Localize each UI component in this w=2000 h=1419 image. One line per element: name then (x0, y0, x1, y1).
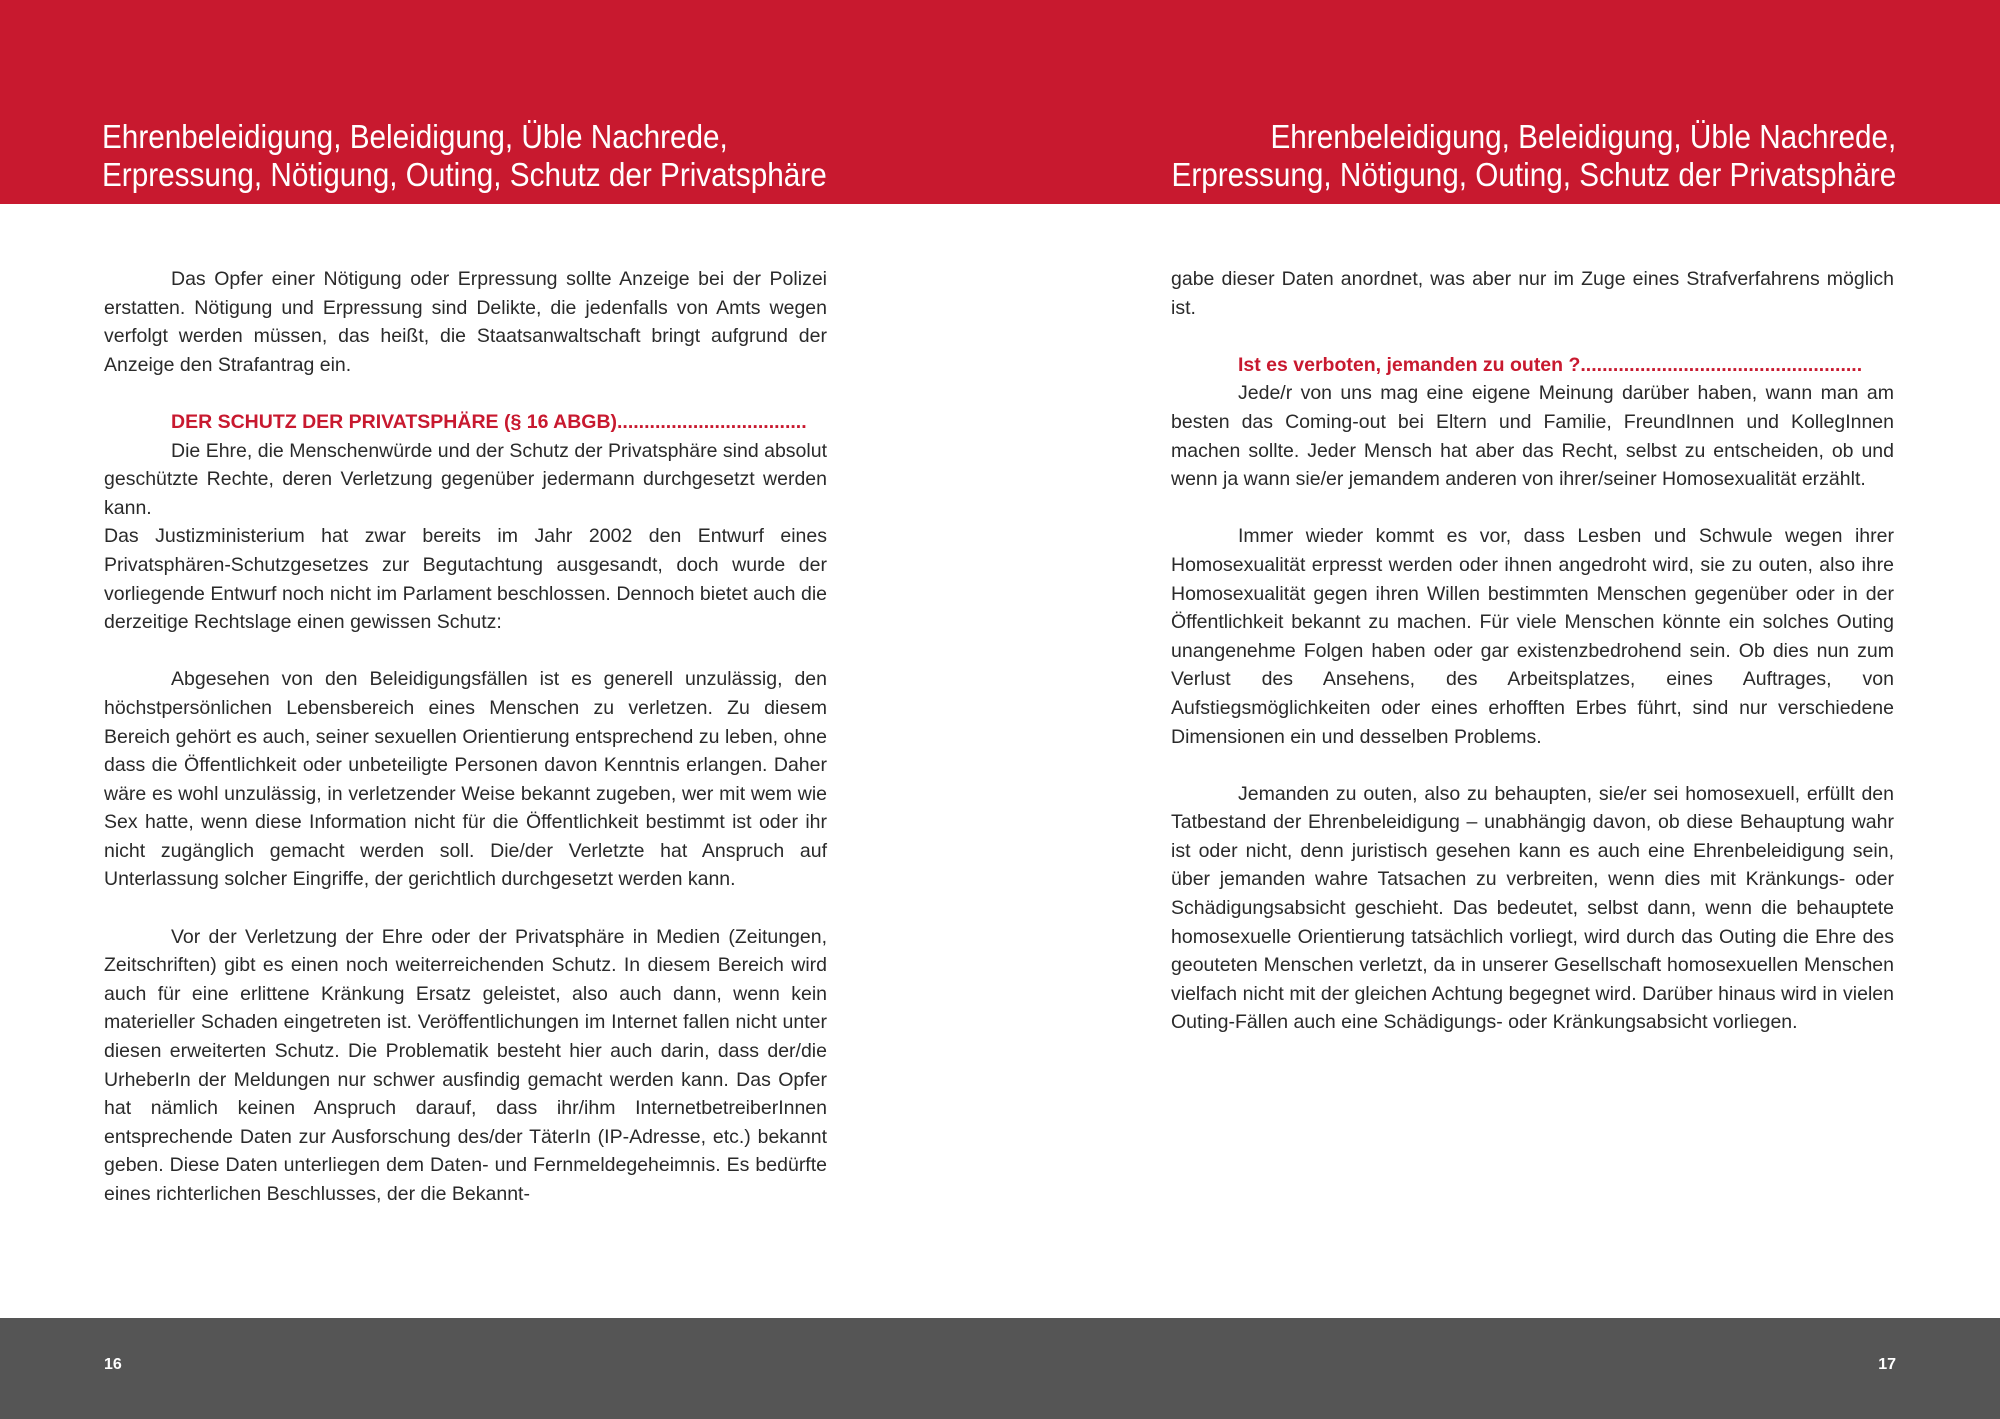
left-paragraph-5: Vor der Verletzung der Ehre oder der Privatsphäre in Medien (Zeitungen, Zeitschriften) gibt es einen noch weiterreichenden Schutz. In diesem Bereich wird auch für eine erlittene Kränkung Ersatz geleistet, also auch dann, wenn kein materieller Schaden eingetreten ist. Veröffentlichungen im Internet fallen nicht unter diesen erweiterten Schutz. Die Problematik besteht hier auch darin, dass der/die UrheberIn der Meldungen nur schwer ausfindig gemacht werden kann. Das Opfer hat nämlich keinen Anspruch darauf, dass ihr/ihm InternetbetreiberInnen entsprechende Daten zur Ausforschung des/der TäterIn (IP-Adresse, etc.) bekannt geben. Diese Daten unterliegen dem Daten- und Fernmeldegeheimnis. Es bedürfte eines richterlichen Beschlusses, der die Bekannt- (104, 925, 827, 1205)
left-paragraph-4: Abgesehen von den Beleidigungsfällen ist es generell unzulässig, den höchstpersönlichen Lebensbereich eines Menschen zu verletzen. Zu diesem Bereich gehört es auch, seiner sexuellen Orientierung entsprechend zu leben, ohne dass die Öffentlichkeit oder unbeteiligte Personen davon Kenntnis erlangen. Daher wäre es wohl unzulässig, in verletzender Weise bekannt zugeben, wer mit wem wie Sex hatte, wenn diese Information nicht für die Öffentlichkeit bestimmt ist oder ihr nicht zugänglich gemacht werden soll. Die/der Verletzte hat Anspruch auf Unterlassung solcher Eingriffe, der gerichtlich durchgesetzt werden kann. (104, 668, 827, 891)
footer-band (0, 1318, 2000, 1419)
left-paragraph-2: Die Ehre, die Menschenwürde und der Schutz der Privatsphäre sind absolut geschützte Rechte, deren Verletzung gegenüber jedermann durchgesetzt werden kann. (104, 439, 827, 519)
right-paragraph-1: gabe dieser Daten anordnet, was aber nur im Zuge eines Strafverfahrens möglich ist. (1171, 268, 1894, 319)
paragraph-gap (1171, 751, 1894, 780)
right-header-line-1: Ehrenbeleidigung, Beleidigung, Üble Nachrede, (1270, 118, 1896, 155)
right-header-line-2: Erpressung, Nötigung, Outing, Schutz der Privatsphäre (1171, 156, 1896, 193)
right-paragraph-3: Immer wieder kommt es vor, dass Lesben und Schwule wegen ihrer Homosexualität erpresst werden oder ihnen angedroht wird, sie zu outen, also ihre Homosexualität gegen ihren Willen bestimmten Menschen gegenüber oder in der Öffentlichkeit bekannt zu machen. Für viele Menschen könnte ein solches Outing unangenehme Folgen haben oder gar existenzbedrohend sein. Ob dies nun zum Verlust des Ansehens, des Arbeitsplatzes, eines Auftrages, von Aufstiegsmöglichkeiten oder eines erhofften Erbes führt, sind nur verschiedene Dimensionen ein und desselben Problems. (1171, 525, 1894, 748)
left-paragraph-3: Das Justizministerium hat zwar bereits im Jahr 2002 den Entwurf eines Privatsphären-Schutzgesetzes zur Begutachtung ausgesandt, doch wurde der vorliegende Entwurf noch nicht im Parlament beschlossen. Dennoch bietet auch die derzeitige Rechtslage einen gewissen Schutz: (104, 525, 827, 634)
right-page-header-title (1171, 118, 1896, 194)
paragraph-gap (1171, 494, 1894, 523)
left-paragraph-1: Das Opfer einer Nötigung oder Erpressung sollte Anzeige bei der Polizei erstatten. Nötigung und Erpressung sind Delikte, die jedenfalls von Amts wegen verfolgt werden müssen, das heißt, die Staatsanwaltschaft bringt aufgrund der Anzeige den Strafantrag ein. (104, 268, 827, 376)
page-number-right: 17 (1878, 1356, 1896, 1373)
paragraph-gap (1171, 322, 1894, 351)
left-page-column (104, 265, 827, 1209)
right-page-column (1171, 265, 1894, 1037)
paragraph-gap (104, 637, 827, 666)
section-heading-privacy: DER SCHUTZ DER PRIVATSPHÄRE (§ 16 ABGB)................................... (171, 410, 807, 433)
left-header-line-2: Erpressung, Nötigung, Outing, Schutz der Privatsphäre (102, 156, 827, 193)
section-heading-outing: Ist es verboten, jemanden zu outen ?.................................................... (1238, 353, 1863, 376)
paragraph-gap (104, 894, 827, 923)
paragraph-gap (104, 379, 827, 408)
left-header-line-1: Ehrenbeleidigung, Beleidigung, Üble Nachrede, (102, 118, 728, 155)
left-page-header-title (102, 118, 827, 194)
page-number-left: 16 (104, 1356, 122, 1373)
right-paragraph-4: Jemanden zu outen, also zu behaupten, sie/er sei homosexuell, erfüllt den Tatbestand der Ehrenbeleidigung – unabhängig davon, ob diese Behauptung wahr ist oder nicht, denn juristisch gesehen kann es auch eine Ehrenbeleidigung sein, über jemanden wahre Tatsachen zu verbreiten, wenn dies mit Kränkungs- oder Schädigungsabsicht geschieht. Das bedeutet, selbst dann, wenn die behauptete homosexuelle Orientierung tatsächlich vorliegt, wird durch das Outing die Ehre des geouteten Menschen verletzt, da in unserer Gesellschaft homosexuellen Menschen vielfach nicht mit der gleichen Achtung begegnet wird. Darüber hinaus wird in vielen Outing-Fällen auch eine Schädigungs- oder Kränkungsabsicht vorliegen. (1171, 782, 1894, 1034)
right-paragraph-2: Jede/r von uns mag eine eigene Meinung darüber haben, wann man am besten das Coming-out bei Eltern und Familie, FreundInnen und KollegInnen machen sollte. Jeder Mensch hat aber das Recht, selbst zu entscheiden, ob und wenn ja wann sie/er jemandem anderen von ihrer/seiner Homosexualität erzählt. (1171, 382, 1894, 491)
